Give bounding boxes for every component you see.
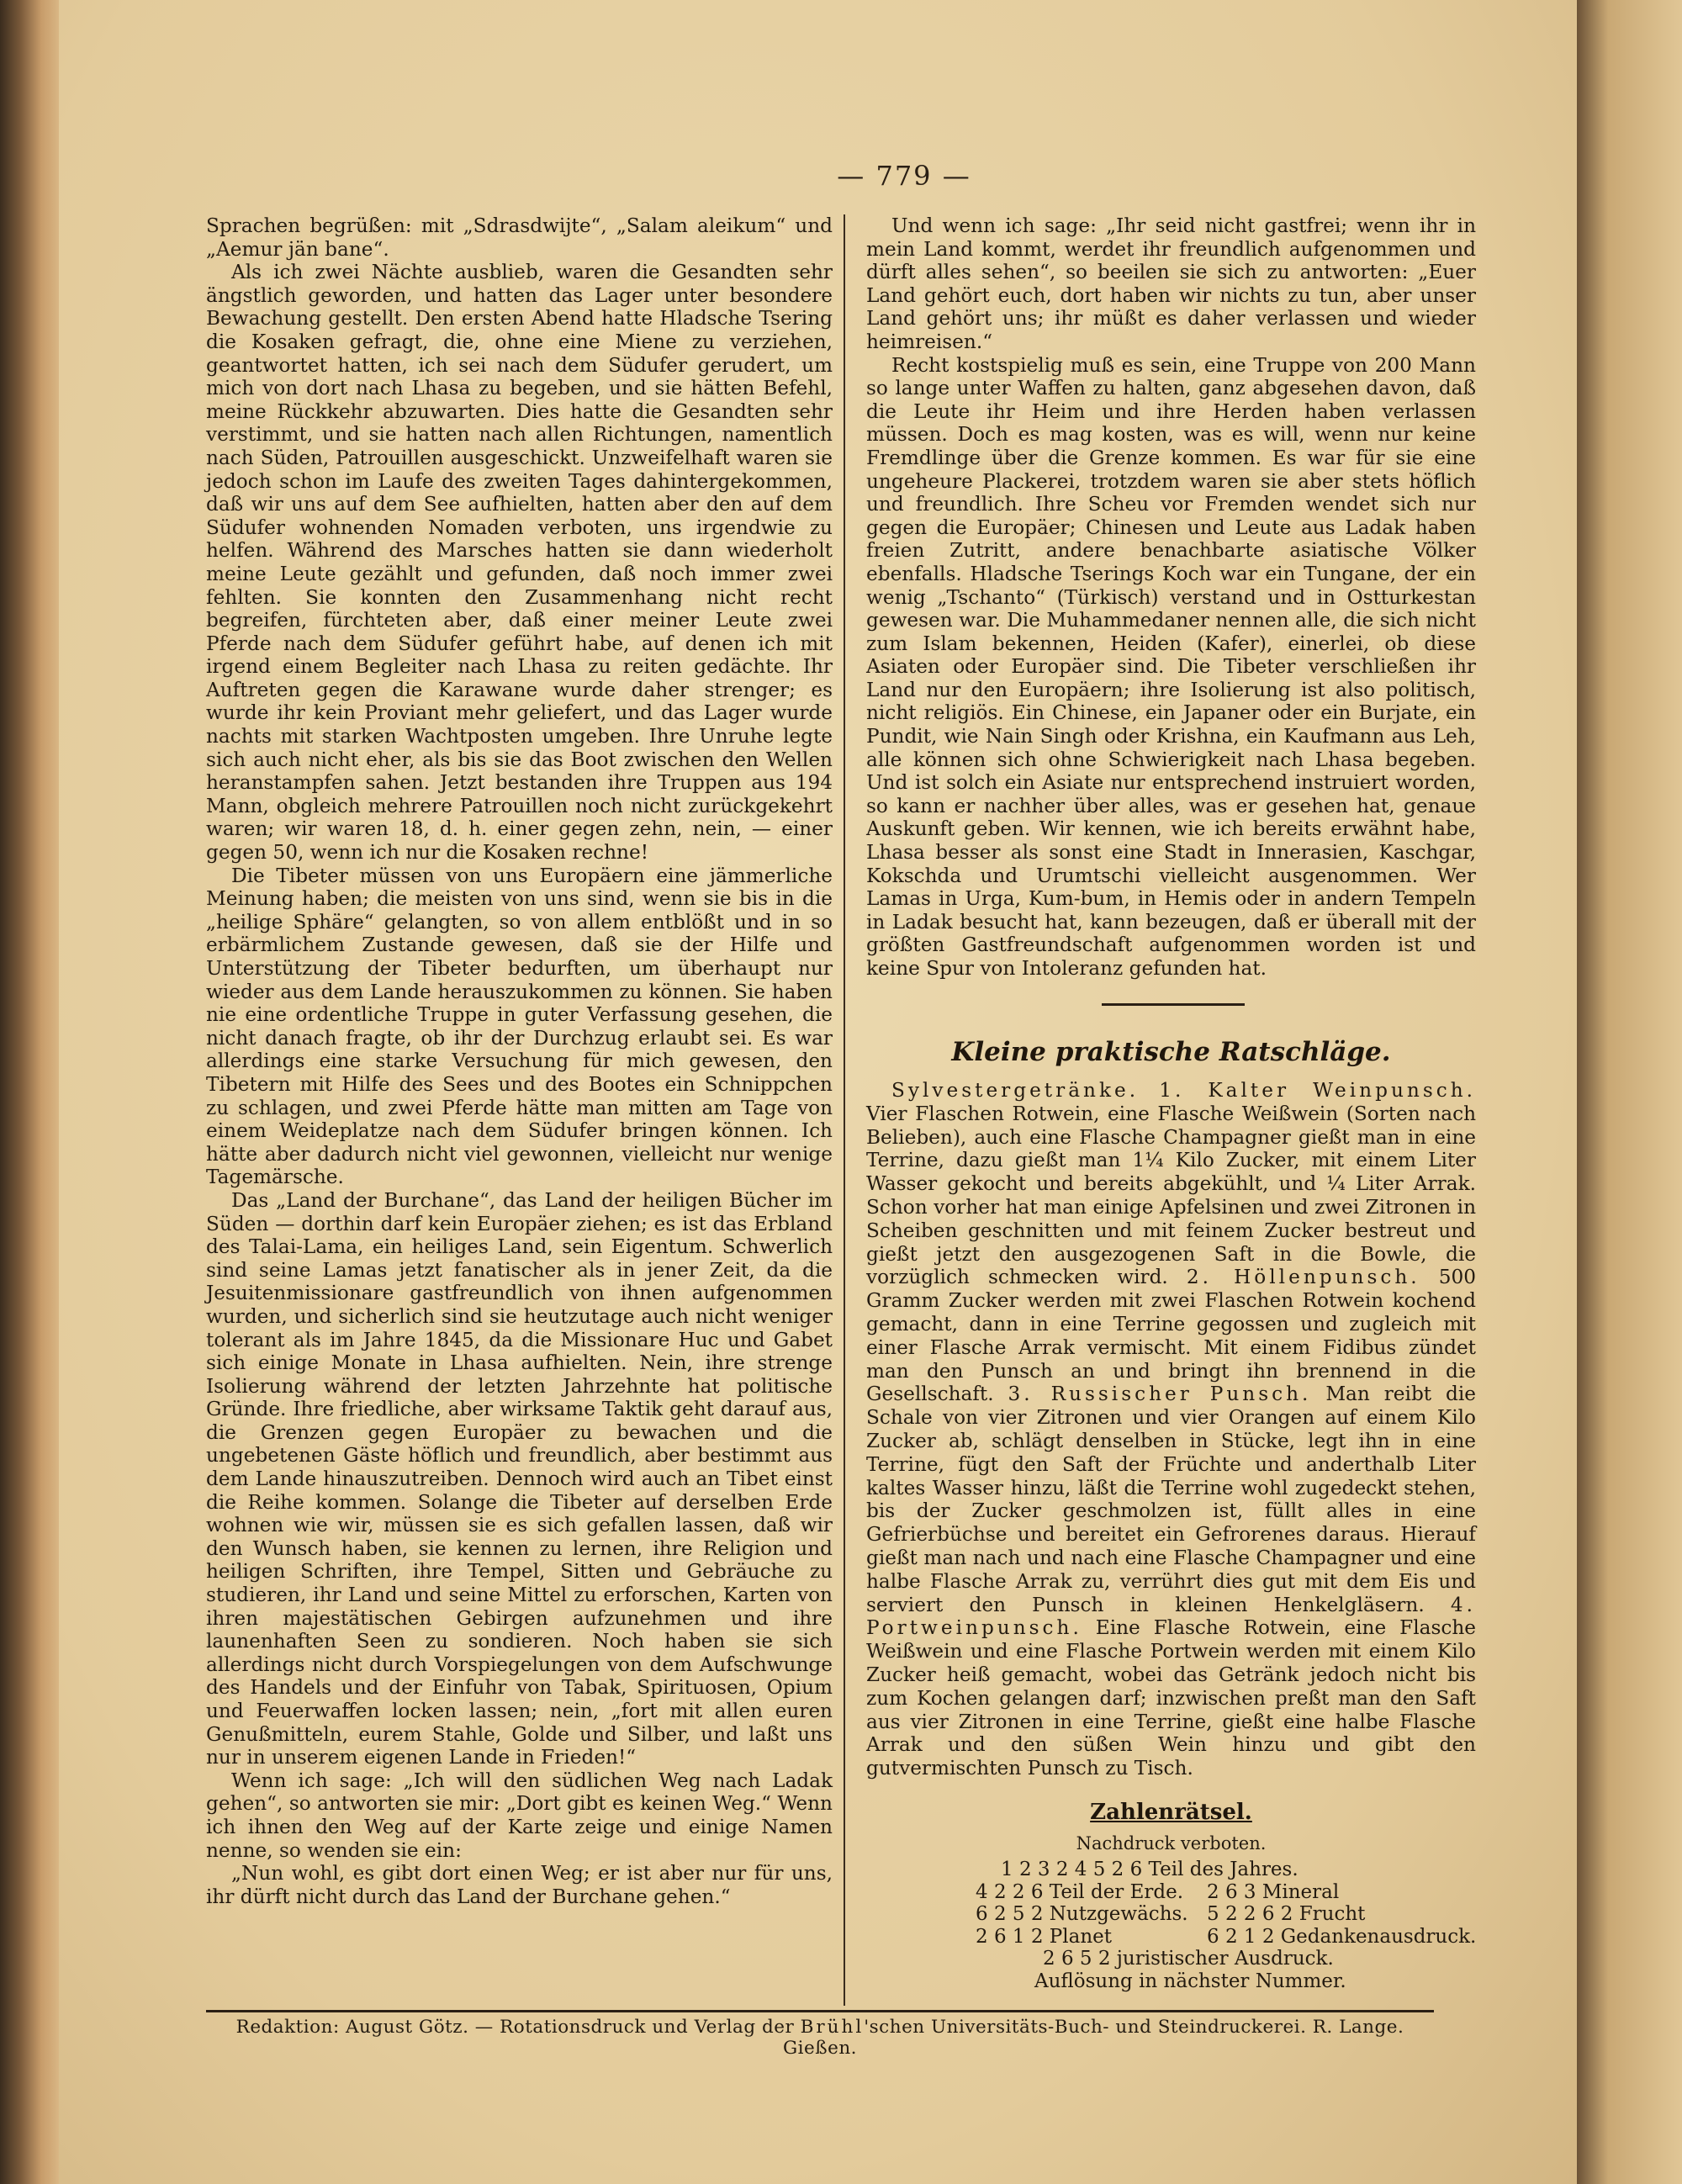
paragraph: Sprachen begrüßen: mit „Sdrasdwijte“, „Salam aleikum“ und „Aemur jän bane“. xyxy=(206,214,833,261)
right-column xyxy=(866,214,1476,981)
imprint-text: Brühl xyxy=(800,2017,865,2038)
book-spine xyxy=(0,0,59,2184)
paragraph: Wenn ich sage: „Ich will den südlichen Weg nach Ladak gehen“, so antworten sie mir: „Dort gibt es keinen Weg.“ Wenn ich ihnen den Weg auf der Karte zeige und einige Namen nenne, so wenden sie ein: xyxy=(206,1769,833,1862)
puzzle-line xyxy=(866,1859,1476,1881)
imprint-text: 'schen Universitäts-Buch- und Steindruckerei. R. Lange. Gießen. xyxy=(782,2017,1404,2059)
paragraph: „Nun wohl, es gibt dort einen Weg; er ist aber nur für uns, ihr dürft nicht durch das Land der Burchane gehen.“ xyxy=(206,1862,833,1908)
recipe-title: 4. Portweinpunsch. xyxy=(866,1593,1476,1640)
recipe-text: Vier Flaschen Rotwein, eine Flasche Weißwein (Sorten nach Belieben), auch eine Flasche Champagner gießt man in eine Terrine, dazu gießt man 1¼ Kilo Zucker, mit einem Liter Wasser gekocht und bereits abgekühlt, und ¼ Liter Arrak. Schon vorher hat man einige Apfelsinen und zwei Zitronen in Scheiben geschnitten und mit feinem Zucker bestreut und gießt jetzt den ausgezogenen Saft in die Bowle, die vorzüglich schmecken wird. xyxy=(866,1102,1476,1289)
paragraph: Und wenn ich sage: „Ihr seid nicht gastfrei; wenn ihr in mein Land kommt, werdet ihr freundlich aufgenommen und dürft alles sehen“, so beeilen sie sich zu antworten: „Euer Land gehört euch, dort haben wir nichts zu tun, aber unser Land gehört uns; ihr müßt es daher verlassen und wieder heimreisen.“ xyxy=(866,214,1476,353)
imprint-text: Redaktion: August Götz. — Rotationsdruck und Verlag der xyxy=(235,2017,795,2038)
recipe-title: 1. Kalter Weinpunsch. xyxy=(1159,1079,1477,1102)
puzzle-subtitle: Nachdruck verboten. xyxy=(1076,1833,1267,1853)
paragraph: Die Tibeter müssen von uns Europäern eine jämmerliche Meinung haben; die meisten von uns sind, wenn sie bis in die „heilige Sphäre“ gelangten, so von allem entblößt und in so erbärmlichem Zustande gewesen, daß sie der Hilfe und Unterstützung der Tibeter bedurften, um überhaupt nur wieder aus dem Lande herauszukommen zu können. Sie haben nie eine ordentliche Truppe in guter Verfassung gesehen, die nicht danach fragte, ob ihr der Durchzug erlaubt sei. Es war allerdings eine starke Versuchung für mich gewesen, den Tibetern mit Hilfe des Sees und des Bootes ein Schnippchen zu schlagen, und zwei Pferde hätte man mitten am Tage von einem Weideplatze nach dem Südufer bringen können. Ich hätte aber dadurch nicht viel gewonnen, vielleicht nur wenige Tagemärsche. xyxy=(206,864,833,1189)
puzzle-clue: 6 2 5 2 Nutzgewächs. xyxy=(976,1903,1188,1925)
recipe-text: Man reibt die Schale von vier Zitronen und vier Orangen auf einem Kilo Zucker ab, schlägt denselben in Stücke, legt ihn in eine Terrine, fügt den Saft der Früchte und anderthalb Liter kaltes Wasser hinzu, läßt die Terrine wohl zugedeckt stehen, bis der Zucker geschmolzen ist, füllt alles in eine Gefrierbüchse und bereitet ein Gefrorenes daraus. Hierauf gießt man nach und nach eine Flasche Champagner und eine halbe Flasche Arrak zu, verrührt dies gut mit dem Eis und serviert den Punsch in kleinen Henkelgläsern. xyxy=(866,1383,1477,1616)
adjacent-page-edge xyxy=(1577,0,1682,2184)
paragraph: Als ich zwei Nächte ausblieb, waren die Gesandten sehr ängstlich geworden, und hatten das Lager unter besondere Bewachung gestellt. Den ersten Abend hatte Hladsche Tsering die Kosaken gefragt, die, ohne eine Miene zu verziehen, geantwortet hatten, ich sei nach dem Südufer gerudert, um mich von dort nach Lhasa zu begeben, und sie hätten Befehl, meine Rückkehr abzuwarten. Dies hatte die Gesandten sehr verstimmt, und sie hatten nach allen Richtungen, namentlich nach Süden, Patrouillen ausgeschickt. Unzweifelhaft waren sie jedoch schon im Laufe des zweiten Tages dahintergekommen, daß wir uns auf dem See aufhielten, hatten aber den auf dem Südufer wohnenden Nomaden verboten, uns irgendwie zu helfen. Während des Marsches hatten sie dann wiederholt meine Leute gezählt und gefunden, daß noch immer zwei fehlten. Sie konnten den Zusammenhang nicht recht begreifen, fürchteten aber, daß einer meiner Leute zwei Pferde nach dem Südufer geführt habe, auf denen ich mit irgend einem Begleiter nach Lhasa zu reiten gedächte. Ihr Auftreten gegen die Karawane wurde daher strenger; es wurde ihr kein Proviant mehr geliefert, und das Lager wurde nachts mit starken Wachtposten umgeben. Ihre Unruhe legte sich auch nicht eher, als bis sie das Boot zwischen den Wellen heranstampfen sahen. Jetzt bestanden ihre Truppen aus 194 Mann, obgleich mehrere Patrouillen noch nicht zurückgekehrt waren; wir waren 18, d. h. einer gegen zehn, nein, — einer gegen 50, wenn ich nur die Kosaken rechne! xyxy=(206,261,833,865)
puzzle-line xyxy=(866,1970,1476,1993)
paragraph: Recht kostspielig muß es sein, eine Truppe von 200 Mann so lange unter Waffen zu halten, ganz abgesehen davon, daß die Leute ihr Heim und ihre Herden haben verlassen müssen. Doch es mag kosten, was es will, wenn nur keine Fremdlinge über die Grenze kommen. Es war für sie eine ungeheure Plackerei, trotzdem waren sie aber stets höflich und freundlich. Ihre Scheu vor Fremden wendet sich nur gegen die Europäer; Chinesen und Leute aus Ladak haben freien Zutritt, andere benachbarte asiatische Völker ebenfalls. Hladsche Tserings Koch war ein Tungane, der ein wenig „Tschanto“ (Türkisch) verstand und in Ostturkestan gewesen war. Die Muhammedaner nennen alle, die sich nicht zum Islam bekennen, Heiden (Kafer), einerlei, ob diese Asiaten oder Europäer sind. Die Tibeter verschließen ihr Land nur den Europäern; ihre Isolierung ist also politisch, nicht religiös. Ein Chinese, ein Japaner oder ein Burjate, ein Pundit, wie Nain Singh oder Krishna, ein Kaufmann aus Leh, alle können sich ohne Schwierigkeit nach Lhasa begeben. Und ist solch ein Asiate nur entsprechend instruiert worden, so kann er nachher über alles, was er gesehen hat, genaue Auskunft geben. Wir kennen, wie ich bereits erwähnt habe, Lhasa besser als sonst eine Stadt in Innerasien, Kaschgar, Kokschda und Urumtschi vielleicht ausgenommen. Wer Lamas in Urga, Kum-bum, in Hemis oder in andern Tempeln in Ladak besucht hat, kann bezeugen, daß er überall mit der größten Gastfreundschaft aufgenommen worden ist und keine Spur von Intoleranz gefunden hat. xyxy=(866,353,1476,980)
puzzle-clue: 5 2 2 6 2 Frucht xyxy=(1207,1903,1366,1925)
recipe-title: 2. Höllenpunsch. xyxy=(1186,1266,1420,1289)
puzzle-solution-note: Auflösung in nächster Nummer. xyxy=(1034,1970,1346,1992)
page-number: — 779 — xyxy=(837,160,971,192)
puzzle-line xyxy=(866,1926,1476,1949)
puzzle-line xyxy=(866,1903,1476,1926)
section-rule xyxy=(1102,1003,1245,1006)
imprint-footer xyxy=(206,2017,1434,2059)
left-column xyxy=(206,214,833,1908)
section-heading: Kleine praktische Ratschläge. xyxy=(951,1037,1391,1067)
recipe-text: 500 Gramm Zucker werden mit zwei Flaschen Rotwein kochend gemacht, dann in eine Terrine gegossen und zugleich mit einer Flasche Arrak vermischt. Mit einem Fidibus zündet man den Punsch an und bringt ihn brennend in die Gesellschaft. xyxy=(866,1266,1476,1406)
paragraph: Das „Land der Burchane“, das Land der heiligen Bücher im Süden — dorthin darf kein Europäer ziehen; es ist das Erbland des Talai-Lama, ein heiliges Land, sein Eigentum. Schwerlich sind seine Lamas jetzt fanatischer als in jener Zeit, da die Jesuitenmissionare gastfreundlich von ihnen aufgenommen wurden, und sicherlich sind sie heutzutage auch nicht weniger tolerant als im Jahre 1845, da die Missionare Huc und Gabet sich einige Monate in Lhasa aufhielten. Nein, ihre strenge Isolierung während der letzten Jahrzehnte hat politische Gründe. Ihre friedliche, aber wirksame Taktik geht darauf aus, die Grenzen gegen Europäer zu bewachen und die ungebetenen Gäste höflich und freundlich, aber bestimmt aus dem Lande hinauszutreiben. Dennoch wird auch an Tibet einst die Reihe kommen. Solange die Tibeter auf derselben Erde wohnen wie wir, müssen sie es sich gefallen lassen, daß wir den Wunsch haben, sie kennen zu lernen, ihre Religion und heiligen Schriften, ihre Tempel, Sitten und Gebräuche zu studieren, ihr Land und seine Mittel zu erforschen, Karten von ihren majestätischen Gebirgen aufzunehmen und ihre launenhaften Seen zu sondieren. Noch haben sie sich allerdings nicht durch Vorspiegelungen von dem Aufschwunge des Handels und der Einfuhr von Tabak, Spirituosen, Opium und Feuerwaffen locken lassen; nein, „fort mit allen euren Genußmitteln, eurem Stahle, Golde und Silber, und laßt uns nur in unserem eigenen Lande in Frieden!“ xyxy=(206,1188,833,1769)
puzzle-clue: 4 2 2 6 Teil der Erde. xyxy=(976,1880,1184,1903)
recipe-text: Eine Flasche Rotwein, eine Flasche Weißwein und eine Flasche Portwein werden mit einem Kilo Zucker heiß gemacht, wobei das Getränk jedoch nicht bis zum Kochen gelangen darf; inzwischen preßt man den Saft aus vier Zitronen in eine Terrine, gießt eine halbe Flasche Arrak und den süßen Wein hinzu und gibt den gutvermischten Punsch zu Tisch. xyxy=(866,1616,1476,1780)
puzzle-clue: 2 6 3 Mineral xyxy=(1207,1880,1340,1903)
puzzle-body xyxy=(866,1859,1476,1992)
puzzle-clue: 2 6 1 2 Planet xyxy=(976,1925,1112,1948)
puzzle-line xyxy=(866,1881,1476,1904)
puzzle-title: Zahlenrätsel. xyxy=(1090,1800,1252,1825)
puzzle-clue: 6 2 1 2 Gedankenausdruck. xyxy=(1207,1925,1477,1948)
puzzle-clue: 1 2 3 2 4 5 2 6 Teil des Jahres. xyxy=(1001,1859,1299,1880)
column-divider xyxy=(844,214,845,2006)
recipes-section xyxy=(866,1079,1476,1780)
recipes-intro: Sylvestergetränke. xyxy=(891,1079,1140,1102)
puzzle-line xyxy=(866,1948,1476,1970)
puzzle-clue: 2 6 5 2 juristischer Ausdruck. xyxy=(1043,1948,1334,1970)
recipe-title: 3. Russischer Punsch. xyxy=(1008,1383,1312,1406)
footer-rule xyxy=(206,2010,1434,2012)
